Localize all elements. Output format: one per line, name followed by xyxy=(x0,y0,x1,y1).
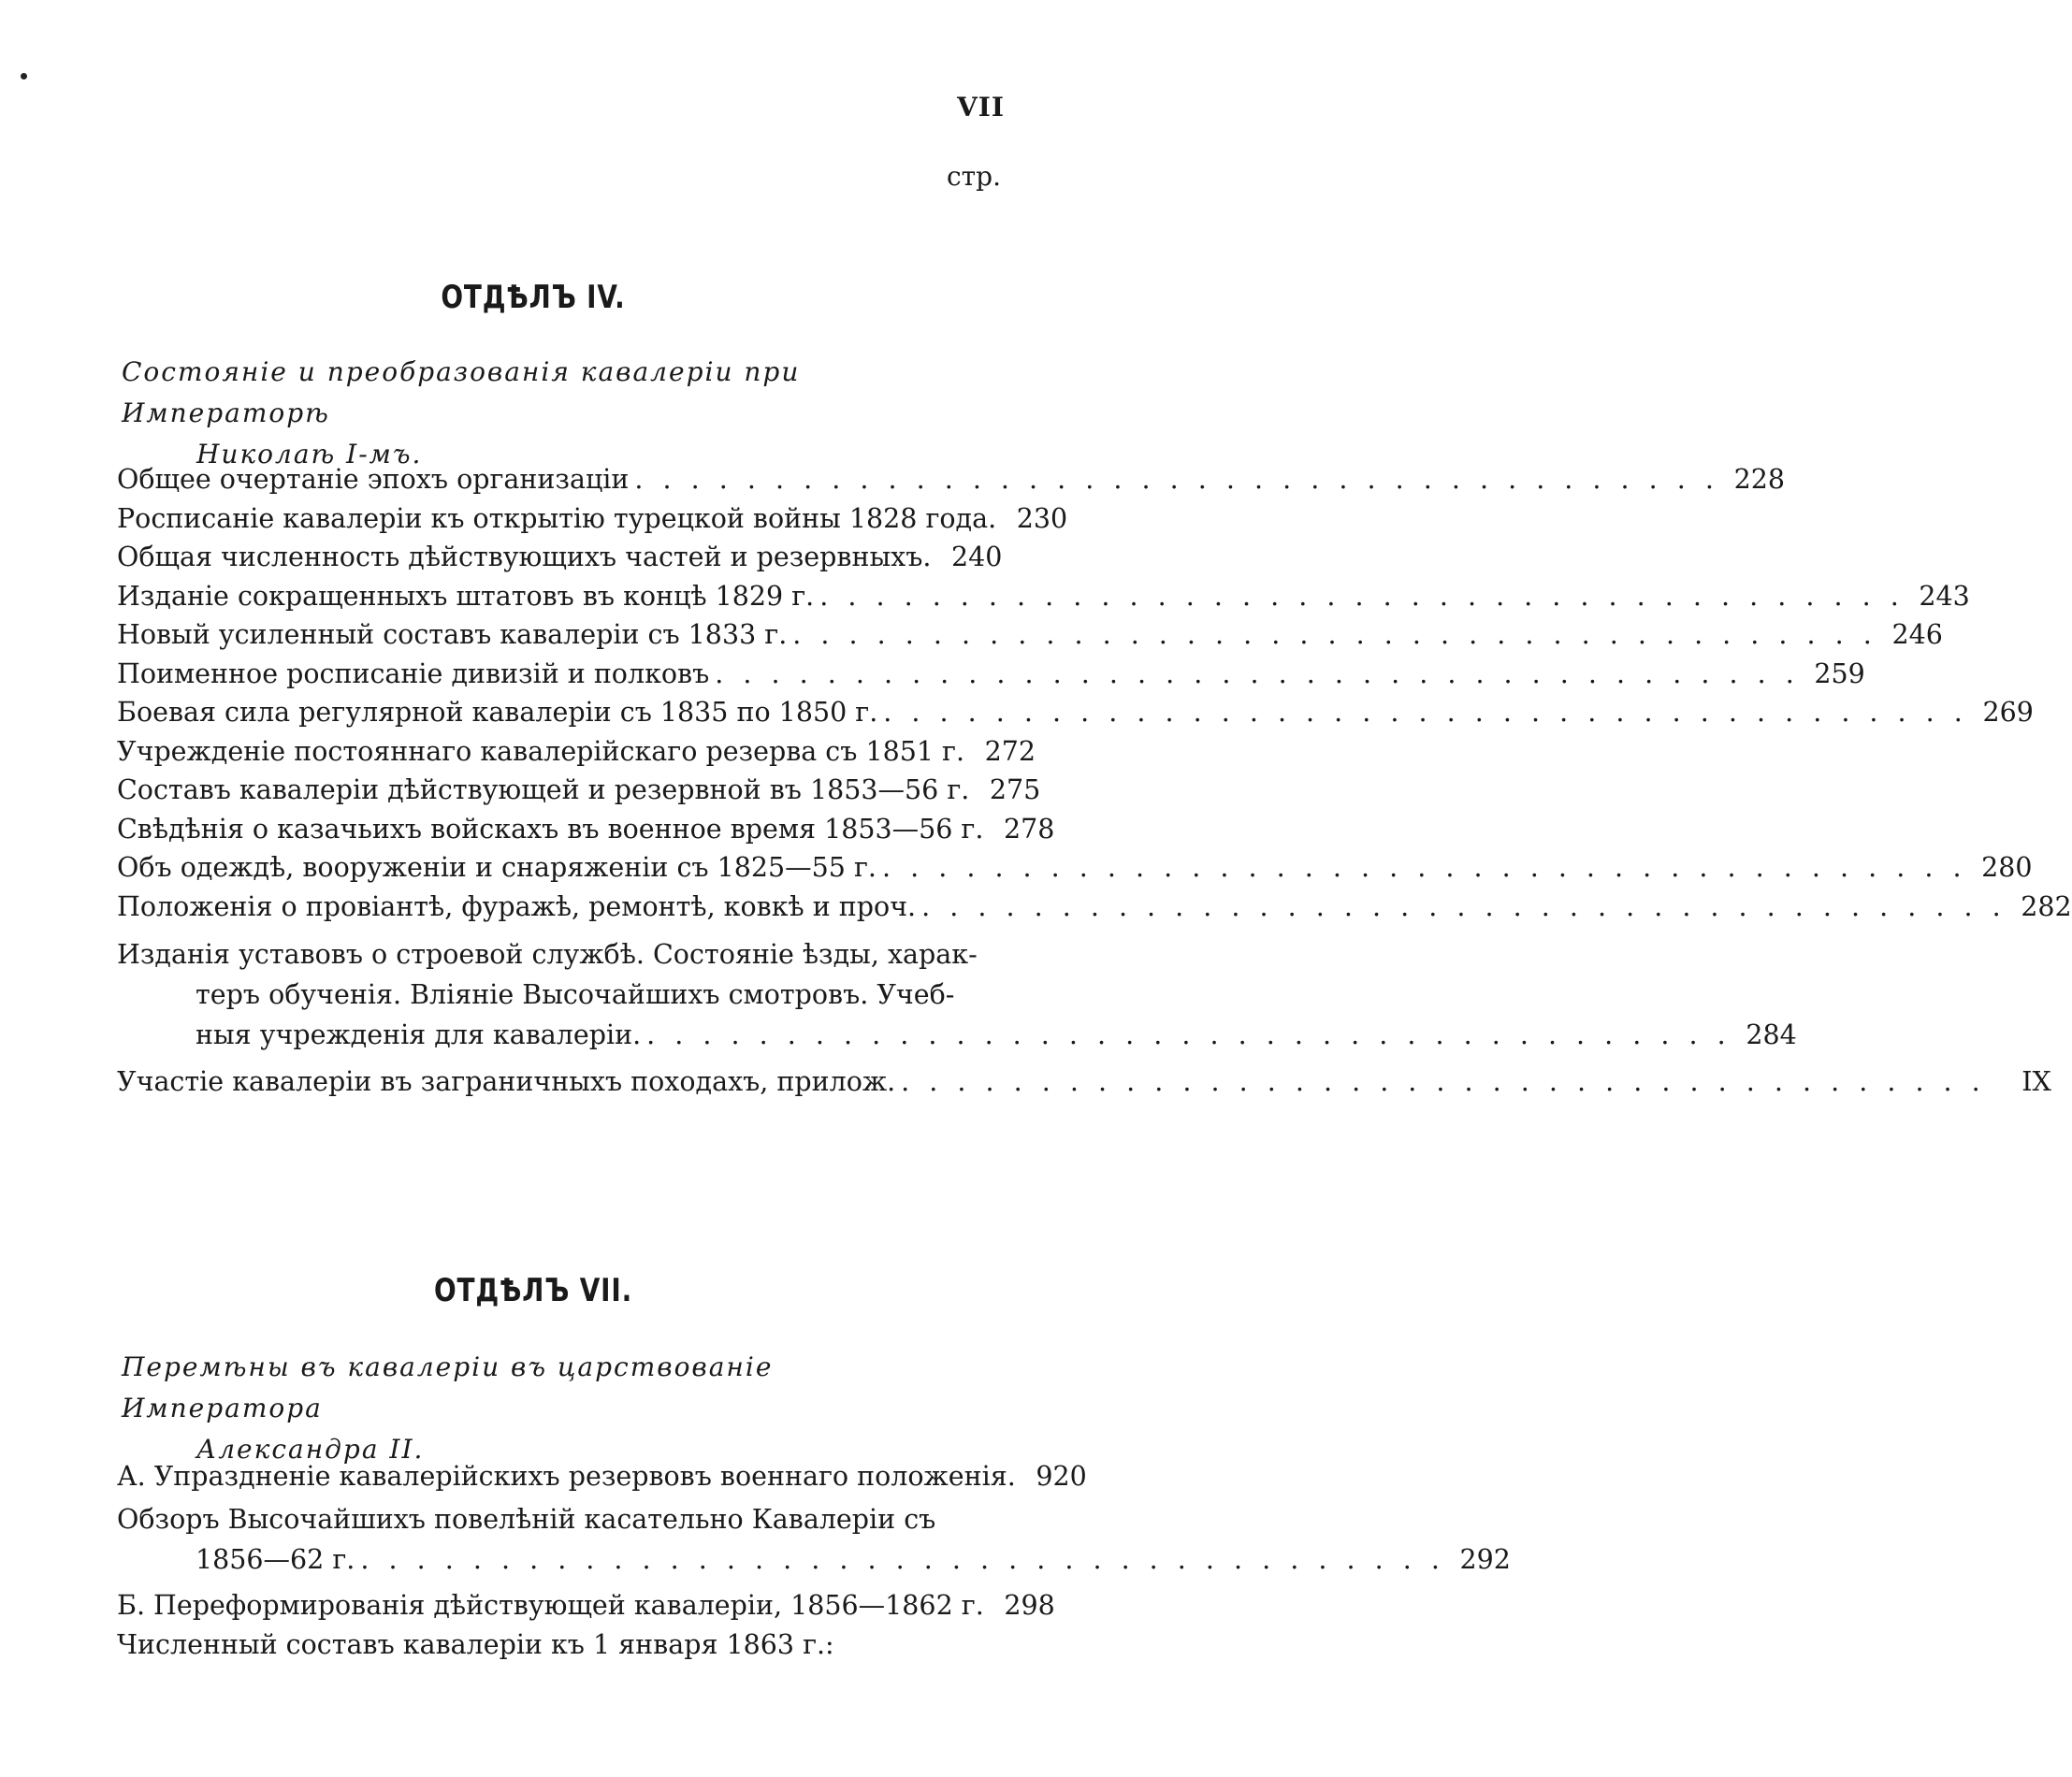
section-7-contents xyxy=(117,1461,1511,1668)
toc-entry-page: 246 xyxy=(1891,619,1943,650)
toc-entry xyxy=(117,619,1943,658)
toc-entry-title: Б. Переформированія дѣйствующей кавалеріи, 1856—1862 г. xyxy=(117,1590,984,1621)
print-speck xyxy=(21,73,27,79)
section-7-subtitle-line1: Перемѣны въ кавалеріи въ царствованіе Императора xyxy=(122,1351,774,1423)
toc-entry-title: Положенія о провіантѣ, фуражѣ, ремонтѣ, ковкѣ и проч. xyxy=(117,890,917,922)
toc-entry-multiline xyxy=(117,939,1797,1059)
toc-entry xyxy=(117,1461,1087,1500)
leader-dots xyxy=(792,619,1877,650)
toc-entry-multiline xyxy=(117,1503,1511,1583)
leader-dots xyxy=(360,1544,1445,1575)
toc-entry xyxy=(117,735,1036,775)
toc-entry-line2: теръ обученія. Вліяніе Высочайшихъ смотровъ. Учеб- xyxy=(196,979,955,1010)
toc-entry-page: 230 xyxy=(1016,502,1068,534)
toc-entry-title: Росписаніе кавалеріи къ открытію турецкой войны 1828 года. xyxy=(117,502,997,534)
leader-dots xyxy=(819,581,1905,612)
toc-entry-page: 280 xyxy=(1981,852,2033,883)
toc-entry-page: 243 xyxy=(1919,580,1970,612)
section-4-subtitle-line2: Николаѣ I-мъ. xyxy=(196,439,423,470)
toc-entry-title: Новый усиленный составъ кавалеріи съ 1833 г. xyxy=(117,619,788,650)
section-7-title: ОТДѢЛЪ VII. xyxy=(434,1272,632,1309)
toc-entry xyxy=(117,1629,1001,1669)
toc-entry xyxy=(117,774,1041,814)
toc-entry-page: 272 xyxy=(984,735,1036,767)
toc-entry-page: 278 xyxy=(1004,813,1055,845)
toc-entry-title: Свѣдѣнія о казачьихъ войскахъ въ военное время 1853—56 г. xyxy=(117,813,984,845)
toc-entry-title: А. Упраздненіе кавалерійскихъ резервовъ военнаго положенія. xyxy=(117,1461,1016,1492)
toc-entry-line3 xyxy=(117,1019,1797,1059)
leader-dots xyxy=(921,891,2007,922)
toc-entry xyxy=(117,1065,2051,1105)
section-4-subtitle-line1: Состояніе и преобразованія кавалеріи при Императорѣ xyxy=(122,356,801,428)
section-7-subtitle-line2: Александра II. xyxy=(196,1434,425,1465)
leader-dots xyxy=(646,1019,1731,1050)
page-number: VII xyxy=(957,92,1005,123)
toc-entry xyxy=(117,580,1970,620)
toc-entry-title: Составъ кавалеріи дѣйствующей и резервной въ 1853—56 г. xyxy=(117,774,970,805)
toc-entry-title: Общая численность дѣйствующихъ частей и резервныхъ. xyxy=(117,542,932,572)
section-4-contents xyxy=(117,464,2072,1105)
leader-dots xyxy=(883,697,1968,728)
toc-entry xyxy=(117,542,1001,581)
toc-entry-title: Изданіе сокращенныхъ штатовъ въ концѣ 1829 г. xyxy=(117,580,815,612)
toc-entry-page: 269 xyxy=(1982,697,2034,728)
toc-entry-page: 298 xyxy=(1004,1590,1055,1621)
toc-entry-title: Учрежденіе постояннаго кавалерійскаго резерва съ 1851 г. xyxy=(117,735,965,767)
toc-entry-page: 282 xyxy=(2021,890,2072,922)
toc-entry xyxy=(117,890,2072,931)
toc-entry-page: 920 xyxy=(1036,1461,1087,1492)
leader-dots xyxy=(634,464,1719,495)
toc-entry xyxy=(117,464,1785,503)
toc-entry-title: Боевая сила регулярной кавалеріи съ 1835 по 1850 г. xyxy=(117,697,878,728)
toc-entry-title: Численный составъ кавалеріи къ 1 января 1863 г.: xyxy=(117,1628,834,1660)
toc-entry-page: IX xyxy=(2021,1065,2051,1097)
section-7-subtitle xyxy=(122,1347,945,1470)
toc-entry-page: 275 xyxy=(989,774,1041,805)
toc-entry-page: 292 xyxy=(1459,1543,1511,1575)
leader-dots xyxy=(715,658,1800,689)
toc-entry xyxy=(117,657,1865,698)
toc-entry-title: Объ одеждѣ, вооруженіи и снаряженіи съ 1825—55 г. xyxy=(117,852,877,883)
toc-entry-line2 xyxy=(117,1543,1511,1583)
toc-entry-line1: Обзоръ Высочайшихъ повелѣній касательно Кавалеріи съ xyxy=(117,1503,936,1535)
toc-entry xyxy=(117,1590,1055,1629)
toc-entry xyxy=(117,502,1068,542)
leader-dots xyxy=(882,852,1967,883)
toc-entry-page: 228 xyxy=(1733,464,1785,495)
section-4-subtitle xyxy=(122,352,945,475)
toc-entry-title: Общее очертаніе эпохъ организаціи xyxy=(117,464,630,495)
toc-entry-title: ныя учрежденія для кавалеріи. xyxy=(196,1019,642,1050)
toc-entry-page: 240 xyxy=(951,542,1003,572)
toc-entry xyxy=(117,697,2034,736)
toc-entry-page: 284 xyxy=(1746,1019,1797,1050)
section-4-title: ОТДѢЛЪ IV. xyxy=(441,279,626,316)
page-column-label: стр. xyxy=(947,161,1001,192)
toc-entry-title: Поименное росписаніе дивизій и полковъ xyxy=(117,657,710,689)
toc-entry-title: Участіе кавалеріи въ заграничныхъ походахъ, прилож. xyxy=(117,1065,896,1097)
toc-entry-page: 259 xyxy=(1814,657,1865,689)
toc-entry-title: 1856—62 г. xyxy=(196,1543,355,1575)
toc-entry xyxy=(117,852,2033,891)
toc-entry-line1: Изданія уставовъ о строевой службѣ. Состояніе ѣзды, харак- xyxy=(117,939,978,970)
leader-dots xyxy=(901,1066,1986,1097)
toc-entry xyxy=(117,813,1055,853)
